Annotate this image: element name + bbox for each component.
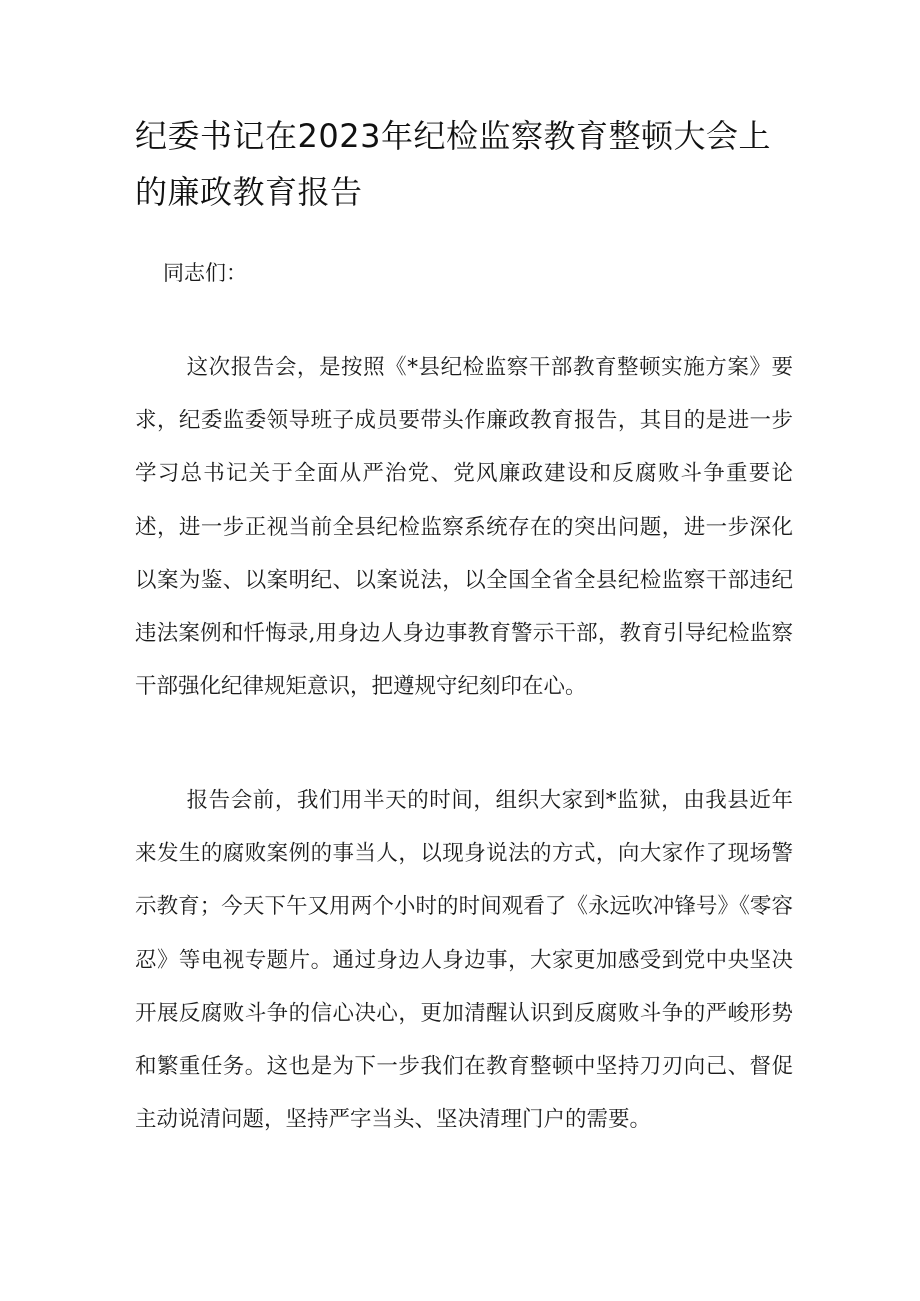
salutation: 同志们：: [163, 261, 247, 285]
document-title: 纪委书记在2023年纪检监察教育整顿大会上的廉政教育报告: [135, 117, 771, 211]
body-paragraph-1: 这次报告会，是按照《*县纪检监察干部教育整顿实施方案》要求，纪委监委领导班子成员要带头作廉政教育报告，其目的是进一步学习总书记关于全面从严治党、党风廉政建设和反腐败斗争重要论述，进一步正视当前全县纪检监察系统存在的突出问题，进一步深化以案为鉴、以案明纪、以案说法，以全国全省全县纪检监察干部违纪违法案例和忏悔录,用身边人身边事教育警示干部，教育引导纪检监察干部强化纪律规矩意识，把遵规守纪刻印在心。: [135, 355, 793, 700]
body-paragraph-2: 报告会前，我们用半天的时间，组织大家到*监狱，由我县近年来发生的腐败案例的事当人，以现身说法的方式，向大家作了现场警示教育；今天下午又用两个小时的时间观看了《永远吹冲锋号》《零容忍》等电视专题片。通过身边人身边事，大家更加感受到党中央坚决开展反腐败斗争的信心决心，更加清醒认识到反腐败斗争的严峻形势和繁重任务。这也是为下一步我们在教育整顿中坚持刀刃向己、督促主动说清问题，坚持严字当头、坚决清理门户的需要。: [135, 788, 793, 1133]
